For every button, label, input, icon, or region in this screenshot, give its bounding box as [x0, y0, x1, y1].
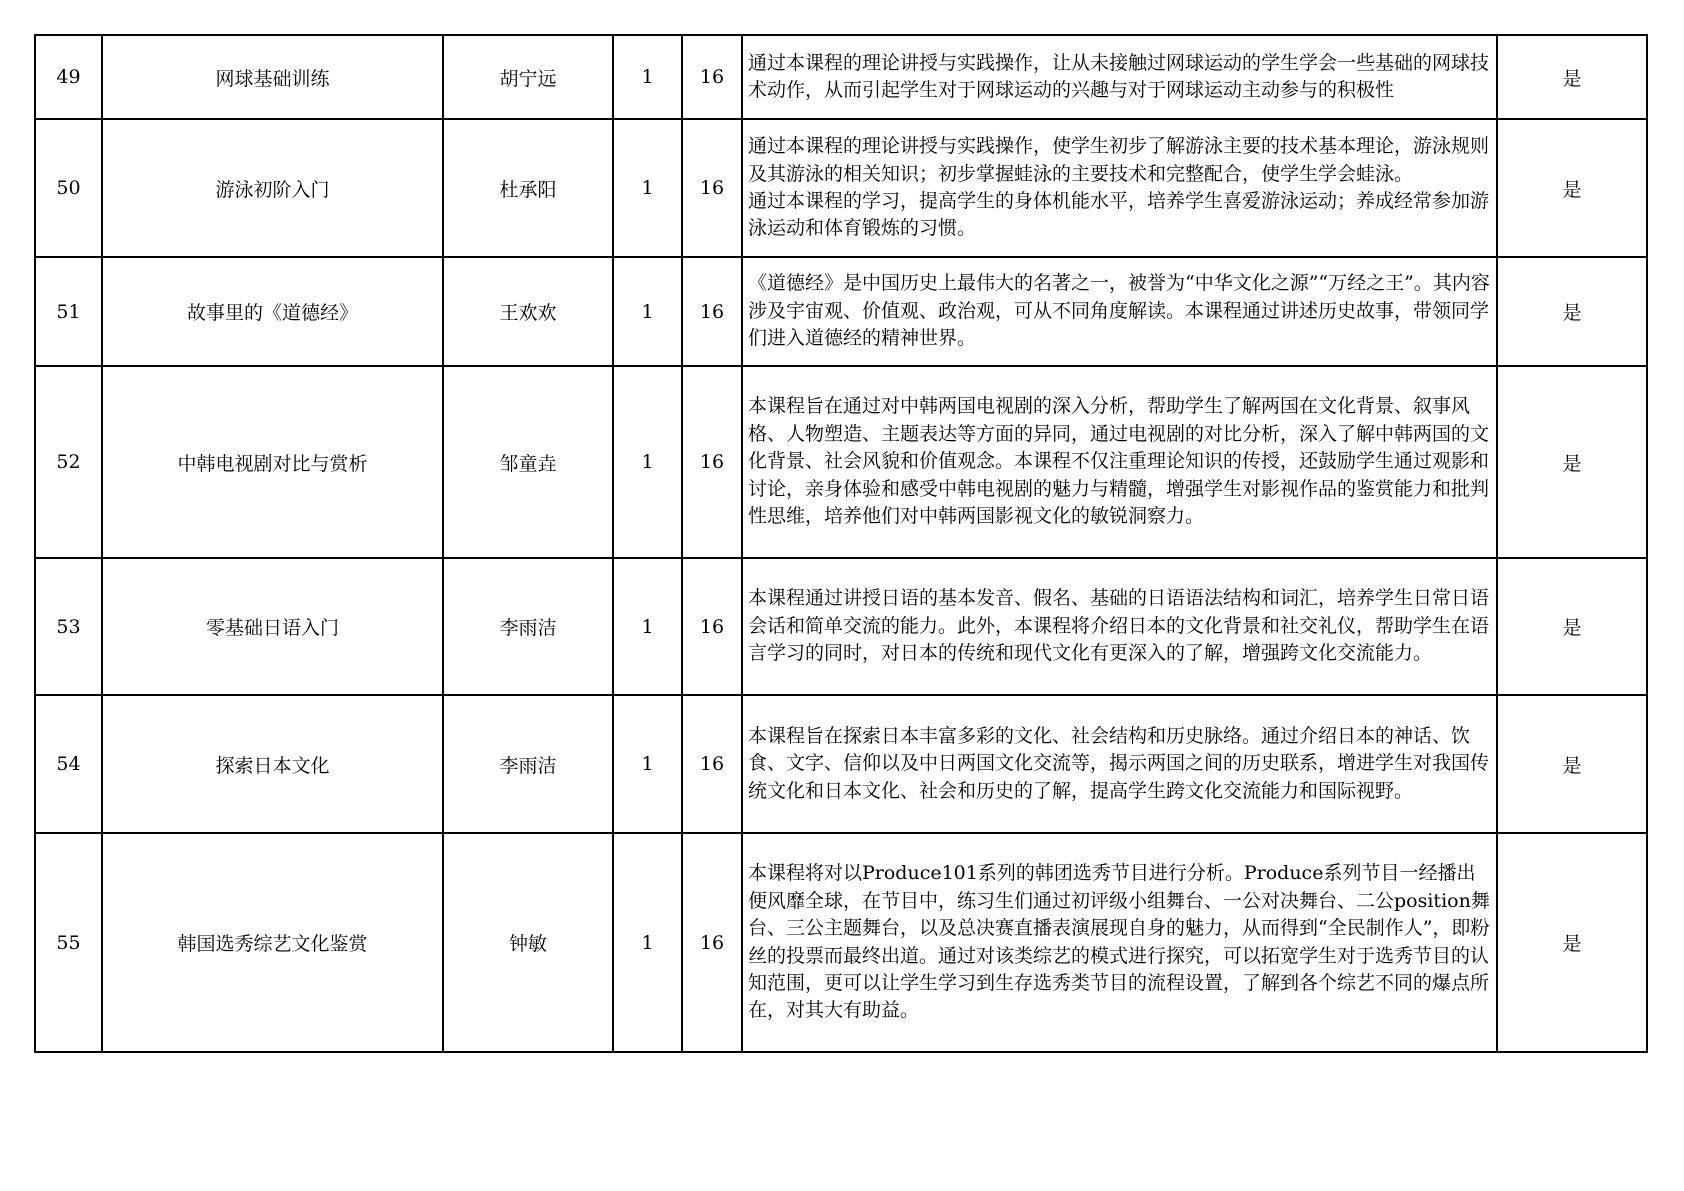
course-teacher: 杜承阳 — [443, 119, 613, 257]
course-credit: 1 — [613, 35, 682, 119]
course-flag: 是 — [1497, 119, 1647, 257]
course-number: 53 — [35, 558, 102, 695]
course-name: 中韩电视剧对比与赏析 — [102, 366, 443, 558]
table-row — [35, 35, 1647, 119]
course-number: 50 — [35, 119, 102, 257]
course-teacher: 胡宁远 — [443, 35, 613, 119]
course-description: 本课程将对以Produce101系列的韩团选秀节目进行分析。Produce系列节目一经播出便风靡全球，在节目中，练习生们通过初评级小组舞台、一公对决舞台、二公position舞台、三公主题舞台，以及总决赛直播表演展现自身的魅力，从而得到“全民制作人”，即粉丝的投票而最终出道。通过对该类综艺的模式进行探究，可以拓宽学生对于选秀节目的认知范围，更可以让学生学习到生存选秀类节目的流程设置，了解到各个综艺不同的爆点所在，对其大有助益。 — [742, 833, 1497, 1052]
table-row — [35, 257, 1647, 366]
course-credit: 1 — [613, 257, 682, 366]
table-row — [35, 695, 1647, 833]
course-flag: 是 — [1497, 695, 1647, 833]
course-name: 故事里的《道德经》 — [102, 257, 443, 366]
course-description: 本课程通过讲授日语的基本发音、假名、基础的日语语法结构和词汇，培养学生日常日语会话和简单交流的能力。此外，本课程将介绍日本的文化背景和社交礼仪，帮助学生在语言学习的同时，对日本的传统和现代文化有更深入的了解，增强跨文化交流能力。 — [742, 558, 1497, 695]
course-hours: 16 — [682, 119, 742, 257]
table-row — [35, 558, 1647, 695]
course-number: 54 — [35, 695, 102, 833]
course-number: 55 — [35, 833, 102, 1052]
course-teacher: 李雨洁 — [443, 695, 613, 833]
course-table — [34, 34, 1648, 1053]
course-flag: 是 — [1497, 558, 1647, 695]
course-teacher: 钟敏 — [443, 833, 613, 1052]
course-flag: 是 — [1497, 833, 1647, 1052]
course-hours: 16 — [682, 257, 742, 366]
course-name: 零基础日语入门 — [102, 558, 443, 695]
course-description: 《道德经》是中国历史上最伟大的名著之一，被誉为“中华文化之源”“万经之王”。其内容涉及宇宙观、价值观、政治观，可从不同角度解读。本课程通过讲述历史故事，带领同学们进入道德经的精神世界。 — [742, 257, 1497, 366]
course-hours: 16 — [682, 833, 742, 1052]
table-row — [35, 366, 1647, 558]
course-name: 探索日本文化 — [102, 695, 443, 833]
course-hours: 16 — [682, 35, 742, 119]
course-credit: 1 — [613, 366, 682, 558]
course-teacher: 邹童垚 — [443, 366, 613, 558]
course-hours: 16 — [682, 695, 742, 833]
course-name: 游泳初阶入门 — [102, 119, 443, 257]
course-flag: 是 — [1497, 257, 1647, 366]
course-name: 韩国选秀综艺文化鉴赏 — [102, 833, 443, 1052]
course-credit: 1 — [613, 119, 682, 257]
course-number: 51 — [35, 257, 102, 366]
course-name: 网球基础训练 — [102, 35, 443, 119]
course-number: 49 — [35, 35, 102, 119]
course-number: 52 — [35, 366, 102, 558]
course-description: 通过本课程的理论讲授与实践操作，使学生初步了解游泳主要的技术基本理论，游泳规则及其游泳的相关知识；初步掌握蛙泳的主要技术和完整配合，使学生学会蛙泳。 通过本课程的学习，提高学生的身体机能水平，培养学生喜爱游泳运动；养成经常参加游泳运动和体育锻炼的习惯。 — [742, 119, 1497, 257]
course-description: 本课程旨在探索日本丰富多彩的文化、社会结构和历史脉络。通过介绍日本的神话、饮食、文字、信仰以及中日两国文化交流等，揭示两国之间的历史联系，增进学生对我国传统文化和日本文化、社会和历史的了解，提高学生跨文化交流能力和国际视野。 — [742, 695, 1497, 833]
course-hours: 16 — [682, 366, 742, 558]
course-description: 本课程旨在通过对中韩两国电视剧的深入分析，帮助学生了解两国在文化背景、叙事风格、人物塑造、主题表达等方面的异同，通过电视剧的对比分析，深入了解中韩两国的文化背景、社会风貌和价值观念。本课程不仅注重理论知识的传授，还鼓励学生通过观影和讨论，亲身体验和感受中韩电视剧的魅力与精髓，增强学生对影视作品的鉴赏能力和批判性思维，培养他们对中韩两国影视文化的敏锐洞察力。 — [742, 366, 1497, 558]
course-teacher: 王欢欢 — [443, 257, 613, 366]
table-row — [35, 119, 1647, 257]
course-credit: 1 — [613, 695, 682, 833]
course-flag: 是 — [1497, 35, 1647, 119]
course-credit: 1 — [613, 833, 682, 1052]
course-description: 通过本课程的理论讲授与实践操作，让从未接触过网球运动的学生学会一些基础的网球技术动作，从而引起学生对于网球运动的兴趣与对于网球运动主动参与的积极性 — [742, 35, 1497, 119]
table-row — [35, 833, 1647, 1052]
course-flag: 是 — [1497, 366, 1647, 558]
course-hours: 16 — [682, 558, 742, 695]
course-credit: 1 — [613, 558, 682, 695]
course-teacher: 李雨洁 — [443, 558, 613, 695]
